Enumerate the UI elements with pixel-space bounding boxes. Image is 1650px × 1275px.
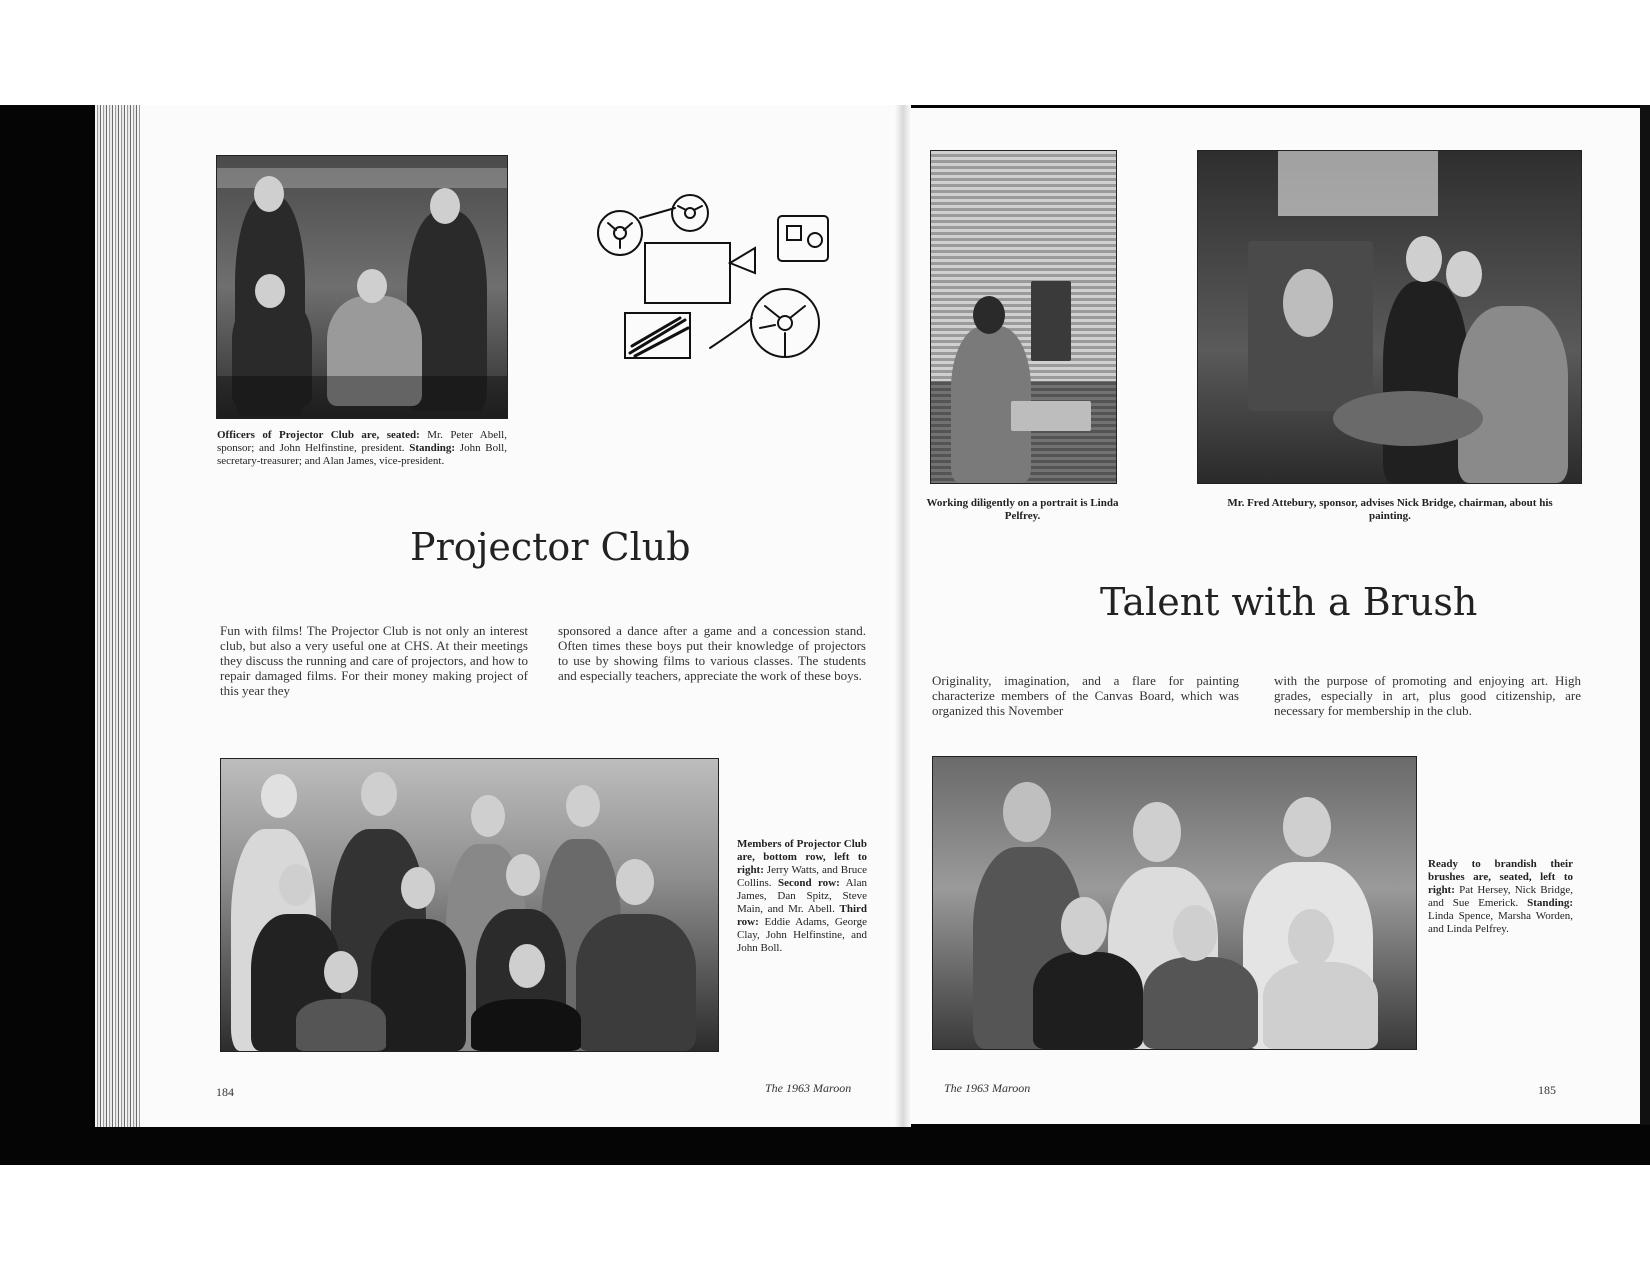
members-caption-row1: Jerry Watts, and Bruce Collins. xyxy=(737,864,867,889)
officers-caption-lead: Officers of Projector Club are, seated: xyxy=(217,429,420,441)
book-page-edges xyxy=(95,105,143,1127)
members-caption-row3-label: Third row: xyxy=(737,903,868,928)
talent-with-a-brush-title: Talent with a Brush xyxy=(1100,580,1478,624)
canvas-board-caption xyxy=(1428,858,1573,936)
officers-caption-seated: Mr. Peter Abell, sponsor; and John Helfinstine, president. xyxy=(217,429,507,454)
painting-caption: Working diligently on a portrait is Linda Pelfrey. xyxy=(926,497,1119,522)
projector-column-1: Fun with films! The Projector Club is not only an interest club, but also a very useful one at CHS. At their meetings they discuss the running and care of projectors, and how to repair damaged films. For their money making project of this year they xyxy=(220,623,528,698)
book-gutter xyxy=(895,105,911,1127)
members-caption-row2-label: Second row: xyxy=(777,877,840,889)
officers-photo xyxy=(216,155,508,419)
canvas-caption-seated: Pat Hersey, Nick Bridge, and Sue Emerick. xyxy=(1428,884,1573,909)
members-caption-row2: Alan James, Dan Spitz, Steve Main, and Mr. Abell. xyxy=(737,877,867,915)
running-footer-left: The 1963 Maroon xyxy=(765,1081,852,1095)
page-number-left: 184 xyxy=(216,1085,234,1099)
brush-column-1: Originality, imagination, and a flare for painting characterize members of the Canvas Board, which was organized this November xyxy=(932,673,1239,718)
page-number-right: 185 xyxy=(1538,1083,1556,1097)
officers-caption-standing-label: Standing: xyxy=(409,442,456,454)
canvas-caption-standing: Linda Spence, Marsha Worden, and Linda Pelfrey. xyxy=(1428,910,1573,935)
projector-sketch-icon xyxy=(590,188,860,373)
projector-column-2: sponsored a dance after a game and a concession stand. Often times these boys put their knowledge of projectors to use by showing films to various classes. The students and especially teachers, appreciate the work of these boys. xyxy=(558,623,866,683)
sponsor-caption: Mr. Fred Attebury, sponsor, advises Nick Bridge, chairman, about his painting. xyxy=(1227,497,1553,522)
canvas-caption-standing-label: Standing: xyxy=(1527,897,1573,909)
sponsor-photo xyxy=(1197,150,1582,484)
brush-column-2: with the purpose of promoting and enjoying art. High grades, especially in art, plus good citizenship, are necessary for membership in the club. xyxy=(1274,673,1581,718)
canvas-board-members-photo xyxy=(932,756,1417,1050)
right-scan-edge xyxy=(1640,105,1650,1125)
painting-photo xyxy=(930,150,1117,484)
members-caption-row3: Eddie Adams, George Clay, John Helfinstine, and John Boll. xyxy=(737,916,867,954)
projector-members-photo xyxy=(220,758,719,1052)
projector-members-caption xyxy=(737,838,867,955)
canvas-caption-lead: Ready to brandish their brushes are, seated, left to right: xyxy=(1428,858,1573,896)
projector-club-title: Projector Club xyxy=(410,525,691,569)
members-caption-lead: Members of Projector Club are, bottom row, left to right: xyxy=(737,838,867,876)
officers-caption xyxy=(217,429,507,468)
running-footer-right: The 1963 Maroon xyxy=(944,1081,1031,1095)
officers-caption-standing: John Boll, secretary-treasurer; and Alan James, vice-president. xyxy=(217,442,507,467)
